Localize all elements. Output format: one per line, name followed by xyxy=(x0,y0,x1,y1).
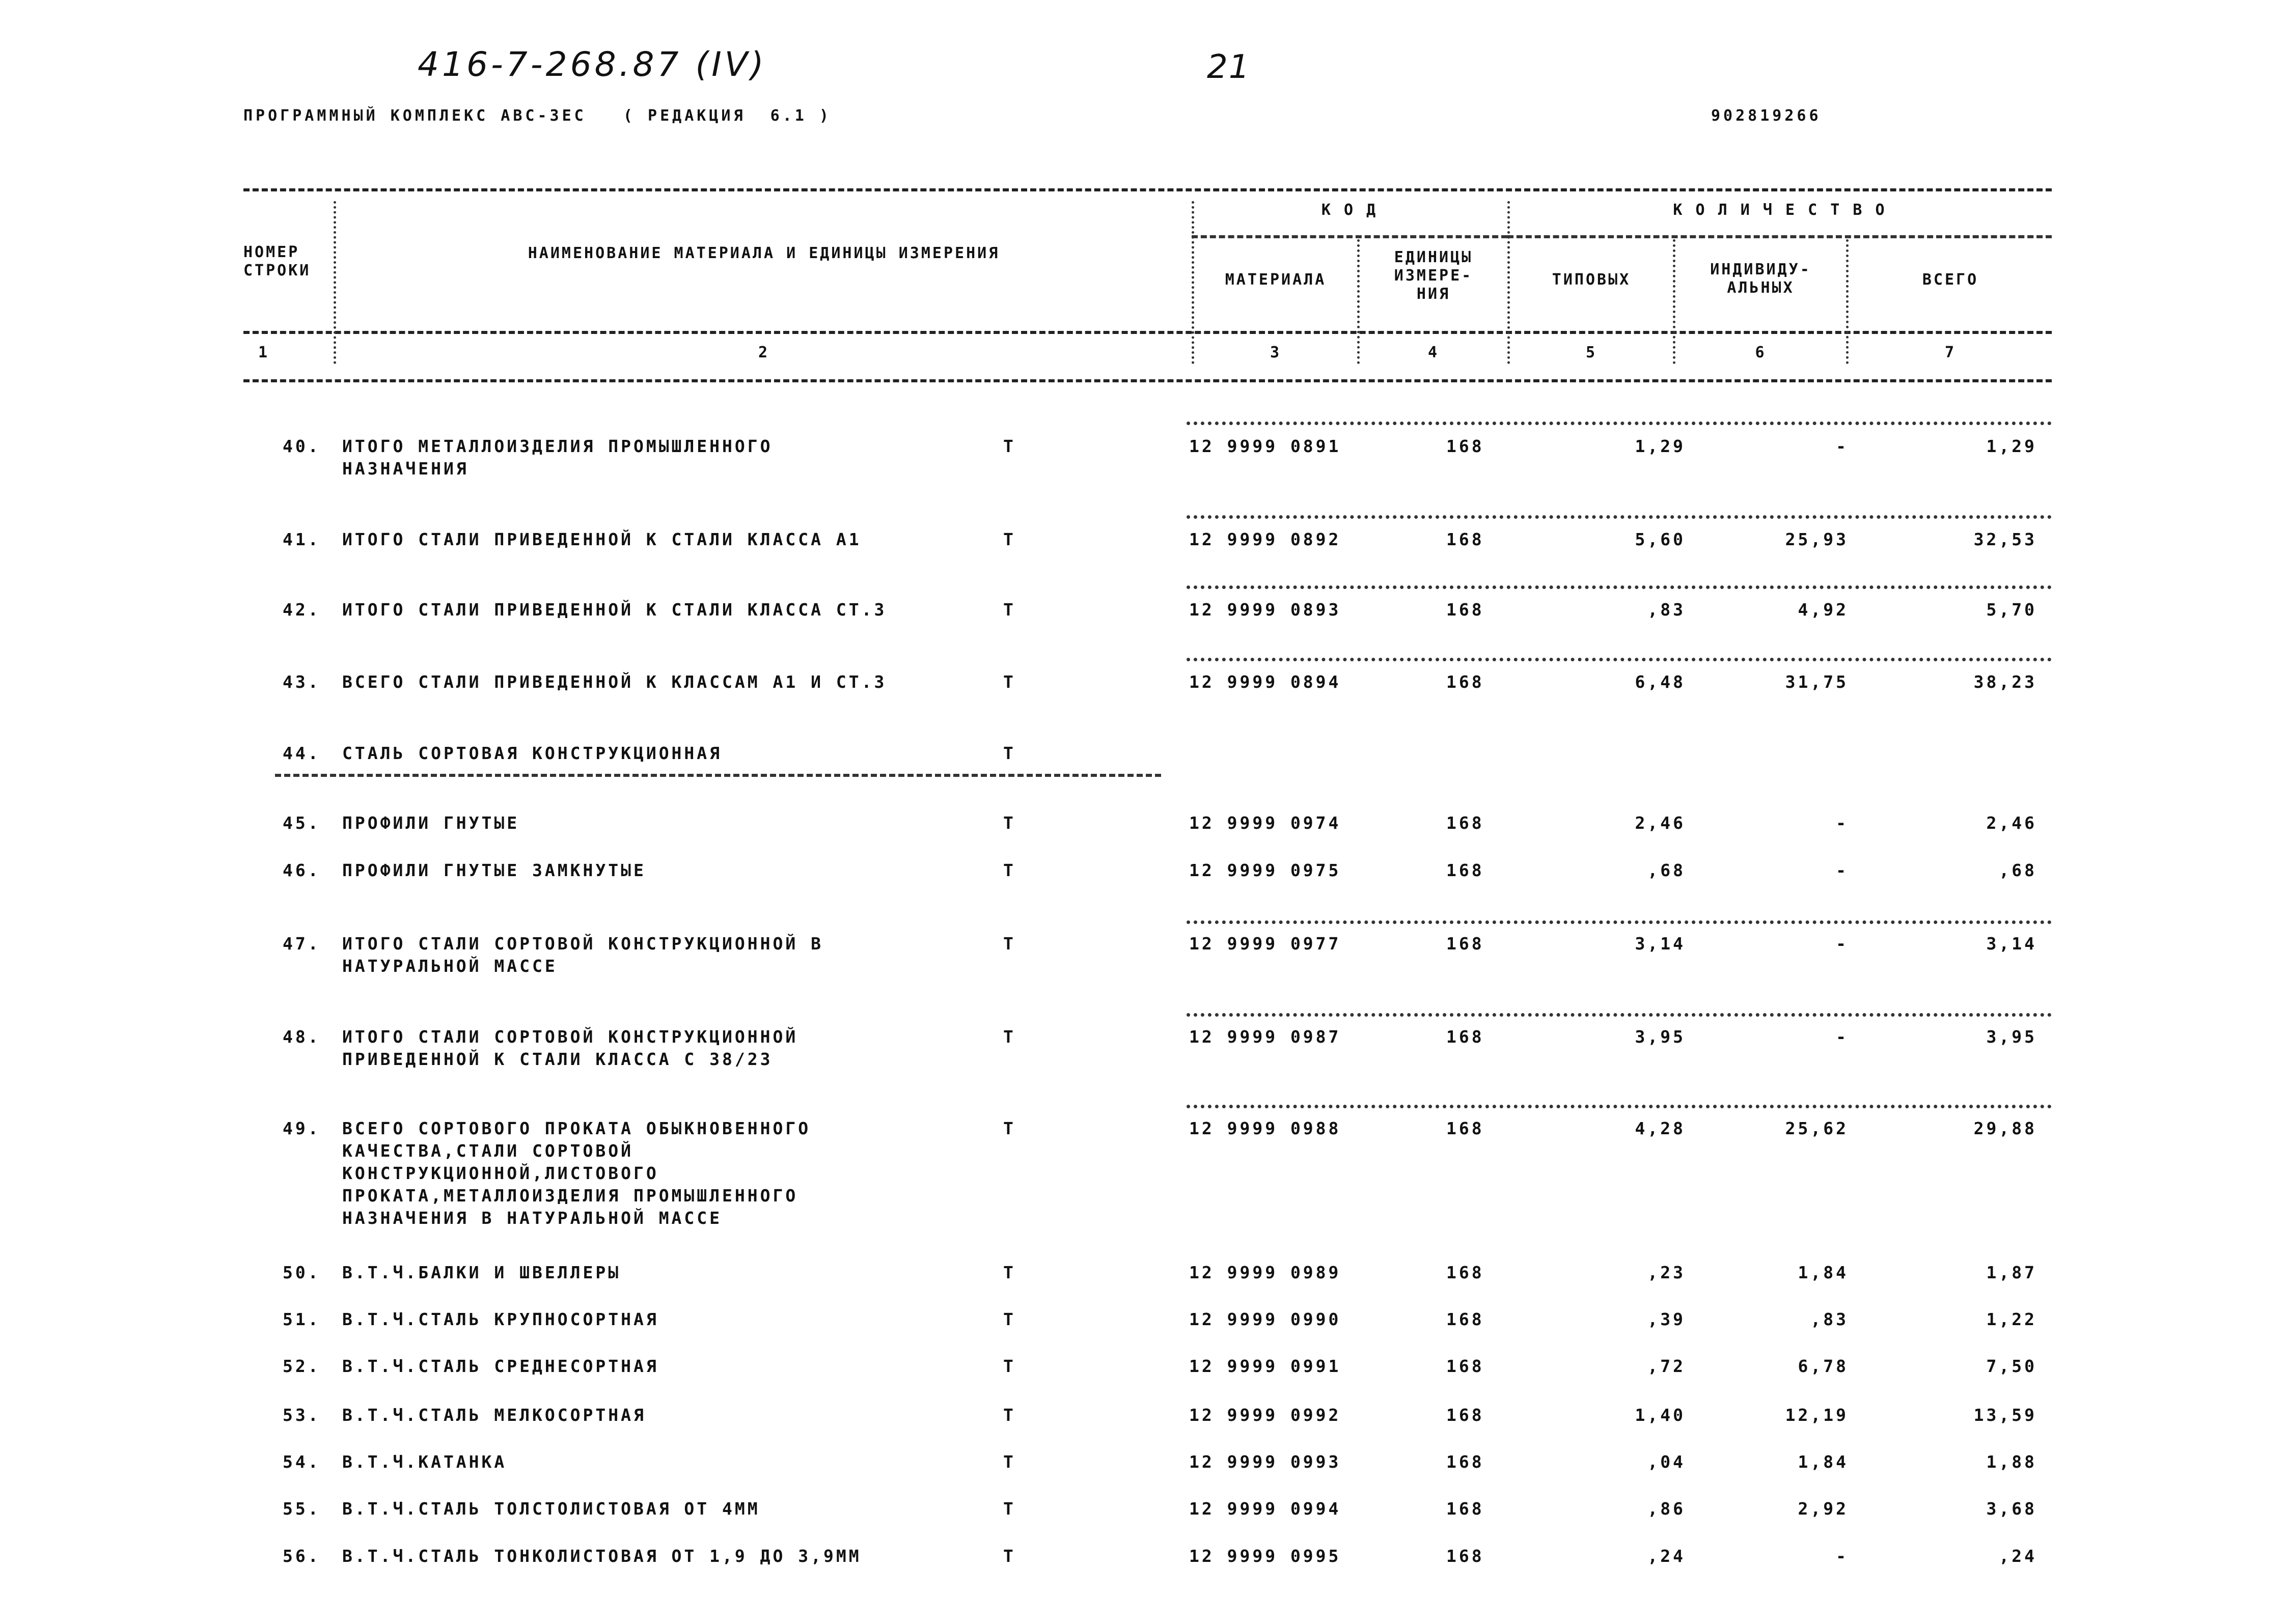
quantity-group-rule xyxy=(1507,235,2052,238)
row-number: 52. xyxy=(283,1356,321,1376)
row-typical: 1,40 xyxy=(1635,1405,1686,1425)
row-material-code: 12 9999 0891 xyxy=(1189,436,1341,456)
row-material-code: 12 9999 0993 xyxy=(1189,1452,1341,1472)
row-individual: - xyxy=(1836,1546,1849,1566)
row-name: В.Т.Ч.СТАЛЬ МЕЛКОСОРТНАЯ xyxy=(342,1405,646,1425)
header-individual: ИНДИВИДУ- АЛЬНЫХ xyxy=(1710,261,1811,297)
row-number: 44. xyxy=(283,743,321,763)
row-separator xyxy=(1187,658,2052,661)
row-individual: - xyxy=(1836,813,1849,833)
row-typical: ,23 xyxy=(1647,1263,1686,1282)
row-unit: Т xyxy=(1003,436,1016,456)
row-material-code: 12 9999 0892 xyxy=(1189,529,1341,549)
row-unit-code: 168 xyxy=(1446,1309,1484,1329)
row-total: 1,22 xyxy=(1986,1309,2037,1329)
row-typical: ,24 xyxy=(1647,1546,1686,1566)
row-unit: Т xyxy=(1003,1309,1016,1329)
row-individual: - xyxy=(1836,1027,1849,1047)
row-unit-code: 168 xyxy=(1446,1118,1484,1138)
row-name: ИТОГО СТАЛИ СОРТОВОЙ КОНСТРУКЦИОННОЙ В НАТУРАЛЬНОЙ МАССЕ xyxy=(342,934,823,976)
row-unit: Т xyxy=(1003,672,1016,692)
row-material-code: 12 9999 0990 xyxy=(1189,1309,1341,1329)
row-material-code: 12 9999 0975 xyxy=(1189,860,1341,880)
program-title: ПРОГРАММНЫЙ КОМПЛЕКС АВС-3ЕС ( РЕДАКЦИЯ 6.1 ) xyxy=(243,107,832,125)
document-code: 902819266 xyxy=(1711,107,1822,125)
row-name: В.Т.Ч.СТАЛЬ КРУПНОСОРТНАЯ xyxy=(342,1309,659,1329)
row-name: В.Т.Ч.СТАЛЬ СРЕДНЕСОРТНАЯ xyxy=(342,1356,659,1376)
row-unit: Т xyxy=(1003,1452,1016,1472)
row-typical: 4,28 xyxy=(1635,1118,1686,1138)
row-typical: ,68 xyxy=(1647,860,1686,880)
row-separator xyxy=(1187,585,2052,589)
row-unit: Т xyxy=(1003,1499,1016,1519)
row-unit: Т xyxy=(1003,1263,1016,1282)
row-total: 32,53 xyxy=(1973,529,2037,549)
row-name: В.Т.Ч.БАЛКИ И ШВЕЛЛЕРЫ xyxy=(342,1263,621,1282)
row-total: 1,88 xyxy=(1986,1452,2037,1472)
row-separator xyxy=(1187,422,2052,425)
header-quantity-group: К О Л И Ч Е С Т В О xyxy=(1673,201,1887,219)
row-material-code: 12 9999 0989 xyxy=(1189,1263,1341,1282)
row-material-code: 12 9999 0995 xyxy=(1189,1546,1341,1566)
row-individual: 2,92 xyxy=(1798,1499,1849,1519)
row-total: 7,50 xyxy=(1986,1356,2037,1376)
header-total: ВСЕГО xyxy=(1922,271,1979,289)
row-unit-code: 168 xyxy=(1446,529,1484,549)
row-unit: Т xyxy=(1003,1405,1016,1425)
row-unit-code: 168 xyxy=(1446,813,1484,833)
row-individual: 1,84 xyxy=(1798,1452,1849,1472)
row-name: СТАЛЬ СОРТОВАЯ КОНСТРУКЦИОННАЯ xyxy=(342,743,723,763)
row-typical: 1,29 xyxy=(1635,436,1686,456)
row-individual: - xyxy=(1836,860,1849,880)
row-separator xyxy=(1187,920,2052,924)
row-name: В.Т.Ч.СТАЛЬ ТОЛСТОЛИСТОВАЯ ОТ 4ММ xyxy=(342,1499,760,1519)
row-number: 48. xyxy=(283,1027,321,1047)
row-number: 43. xyxy=(283,672,321,692)
header-code-group: К О Д xyxy=(1321,201,1378,219)
row-unit-code: 168 xyxy=(1446,1546,1484,1566)
page-number: 21 xyxy=(1207,48,1251,86)
row-unit-code: 168 xyxy=(1446,600,1484,620)
row-typical: ,83 xyxy=(1647,600,1686,620)
col-number-2: 2 xyxy=(758,344,770,361)
row-material-code: 12 9999 0974 xyxy=(1189,813,1341,833)
row-name: ИТОГО СТАЛИ СОРТОВОЙ КОНСТРУКЦИОННОЙ ПРИВЕДЕННОЙ К СТАЛИ КЛАССА С 38/23 xyxy=(342,1027,798,1069)
row-material-code: 12 9999 0988 xyxy=(1189,1118,1341,1138)
col-number-7: 7 xyxy=(1944,344,1957,361)
row-individual: 25,62 xyxy=(1785,1118,1849,1138)
row-total: 1,87 xyxy=(1986,1263,2037,1282)
row-individual: 31,75 xyxy=(1785,672,1849,692)
row-separator xyxy=(1187,1013,2052,1017)
row-number: 50. xyxy=(283,1263,321,1282)
row-number: 42. xyxy=(283,600,321,620)
row-number: 53. xyxy=(283,1405,321,1425)
header-row-number: НОМЕР СТРОКИ xyxy=(243,243,311,279)
row-number: 49. xyxy=(283,1118,321,1138)
row-name: ИТОГО СТАЛИ ПРИВЕДЕННОЙ К СТАЛИ КЛАССА А1 xyxy=(342,529,862,549)
row-typical: ,04 xyxy=(1647,1452,1686,1472)
row-unit: Т xyxy=(1003,1118,1016,1138)
col-number-4: 4 xyxy=(1427,344,1440,361)
row-material-code: 12 9999 0987 xyxy=(1189,1027,1341,1047)
row-name: ВСЕГО СТАЛИ ПРИВЕДЕННОЙ К КЛАССАМ А1 И СТ.3 xyxy=(342,672,887,692)
row-total: 2,46 xyxy=(1986,813,2037,833)
row-total: 1,29 xyxy=(1986,436,2037,456)
row-name: В.Т.Ч.КАТАНКА xyxy=(342,1452,507,1472)
row-total: 13,59 xyxy=(1973,1405,2037,1425)
row-number: 55. xyxy=(283,1499,321,1519)
row-number: 51. xyxy=(283,1309,321,1329)
row-unit: Т xyxy=(1003,813,1016,833)
row-total: 3,95 xyxy=(1986,1027,2037,1047)
row-separator xyxy=(1187,515,2052,519)
row-number: 47. xyxy=(283,934,321,954)
row-typical: ,72 xyxy=(1647,1356,1686,1376)
row-typical: 2,46 xyxy=(1635,813,1686,833)
row-number: 41. xyxy=(283,529,321,549)
row-unit: Т xyxy=(1003,934,1016,954)
row-material-code: 12 9999 0977 xyxy=(1189,934,1341,954)
row-unit: Т xyxy=(1003,860,1016,880)
header-bottom-rule xyxy=(243,379,2052,382)
row-unit-code: 168 xyxy=(1446,1263,1484,1282)
row-typical: ,86 xyxy=(1647,1499,1686,1519)
row-material-code: 12 9999 0894 xyxy=(1189,672,1341,692)
row-typical: 5,60 xyxy=(1635,529,1686,549)
row-number: 54. xyxy=(283,1452,321,1472)
row-individual: - xyxy=(1836,436,1849,456)
col-number-5: 5 xyxy=(1585,344,1598,361)
row-name: ИТОГО МЕТАЛЛОИЗДЕЛИЯ ПРОМЫШЛЕННОГО НАЗНАЧЕНИЯ xyxy=(342,436,773,479)
row-material-code: 12 9999 0893 xyxy=(1189,600,1341,620)
row-unit-code: 168 xyxy=(1446,934,1484,954)
row-unit-code: 168 xyxy=(1446,1356,1484,1376)
row-name: ПРОФИЛИ ГНУТЫЕ xyxy=(342,813,520,833)
row-unit-code: 168 xyxy=(1446,1499,1484,1519)
row-number: 45. xyxy=(283,813,321,833)
row-number: 56. xyxy=(283,1546,321,1566)
row-unit: Т xyxy=(1003,1027,1016,1047)
col-number-3: 3 xyxy=(1270,344,1282,361)
row-separator xyxy=(1187,1105,2052,1108)
row-total: 5,70 xyxy=(1986,600,2037,620)
row-unit-code: 168 xyxy=(1446,1452,1484,1472)
row-unit-code: 168 xyxy=(1446,1405,1484,1425)
row-total: ,68 xyxy=(1999,860,2037,880)
row-typical: 6,48 xyxy=(1635,672,1686,692)
row-unit-code: 168 xyxy=(1446,1027,1484,1047)
row-unit: Т xyxy=(1003,1546,1016,1566)
col-sep-1 xyxy=(334,201,336,364)
row-total: 38,23 xyxy=(1973,672,2037,692)
col-number-6: 6 xyxy=(1755,344,1767,361)
row-material-code: 12 9999 0991 xyxy=(1189,1356,1341,1376)
row-individual: 4,92 xyxy=(1798,600,1849,620)
row-44-underline xyxy=(275,774,1161,777)
header-name: НАИМЕНОВАНИЕ МАТЕРИАЛА И ЕДИНИЦЫ ИЗМЕРЕНИЯ xyxy=(528,244,1000,262)
row-individual: 6,78 xyxy=(1798,1356,1849,1376)
row-individual: 12,19 xyxy=(1785,1405,1849,1425)
row-unit: Т xyxy=(1003,600,1016,620)
row-total: 29,88 xyxy=(1973,1118,2037,1138)
row-individual: - xyxy=(1836,934,1849,954)
row-number: 46. xyxy=(283,860,321,880)
row-name: ИТОГО СТАЛИ ПРИВЕДЕННОЙ К СТАЛИ КЛАССА СТ.3 xyxy=(342,600,887,620)
row-unit-code: 168 xyxy=(1446,672,1484,692)
header-typical: ТИПОВЫХ xyxy=(1552,271,1631,289)
row-material-code: 12 9999 0992 xyxy=(1189,1405,1341,1425)
row-individual: 1,84 xyxy=(1798,1263,1849,1282)
code-group-rule xyxy=(1192,235,1507,238)
row-individual: ,83 xyxy=(1810,1309,1849,1329)
row-total: 3,68 xyxy=(1986,1499,2037,1519)
header-material: МАТЕРИАЛА xyxy=(1225,271,1327,289)
row-material-code: 12 9999 0994 xyxy=(1189,1499,1341,1519)
header-unit: ЕДИНИЦЫ ИЗМЕРЕ- НИЯ xyxy=(1394,248,1473,303)
header-top-rule xyxy=(243,188,2052,191)
header-mid-rule xyxy=(243,331,2052,334)
col-number-1: 1 xyxy=(258,344,270,361)
row-name: ВСЕГО СОРТОВОГО ПРОКАТА ОБЫКНОВЕННОГО КАЧЕСТВА,СТАЛИ СОРТОВОЙ КОНСТРУКЦИОННОЙ,ЛИСТОВОГО ПРОКАТА,МЕТАЛЛОИЗДЕЛИЯ ПРОМЫШЛЕННОГО НАЗНАЧЕНИЯ В НАТУРАЛЬНОЙ МАССЕ xyxy=(342,1118,811,1228)
row-number: 40. xyxy=(283,436,321,456)
row-unit: Т xyxy=(1003,529,1016,549)
row-individual: 25,93 xyxy=(1785,529,1849,549)
row-name: ПРОФИЛИ ГНУТЫЕ ЗАМКНУТЫЕ xyxy=(342,860,646,880)
row-unit: Т xyxy=(1003,1356,1016,1376)
document-number: 416-7-268.87 (IV) xyxy=(418,45,767,84)
row-unit-code: 168 xyxy=(1446,860,1484,880)
row-typical: 3,14 xyxy=(1635,934,1686,954)
row-unit-code: 168 xyxy=(1446,436,1484,456)
row-unit: Т xyxy=(1003,743,1016,763)
row-total: 3,14 xyxy=(1986,934,2037,954)
row-typical: 3,95 xyxy=(1635,1027,1686,1047)
row-name: В.Т.Ч.СТАЛЬ ТОНКОЛИСТОВАЯ ОТ 1,9 ДО 3,9ММ xyxy=(342,1546,862,1566)
row-total: ,24 xyxy=(1999,1546,2037,1566)
row-typical: ,39 xyxy=(1647,1309,1686,1329)
